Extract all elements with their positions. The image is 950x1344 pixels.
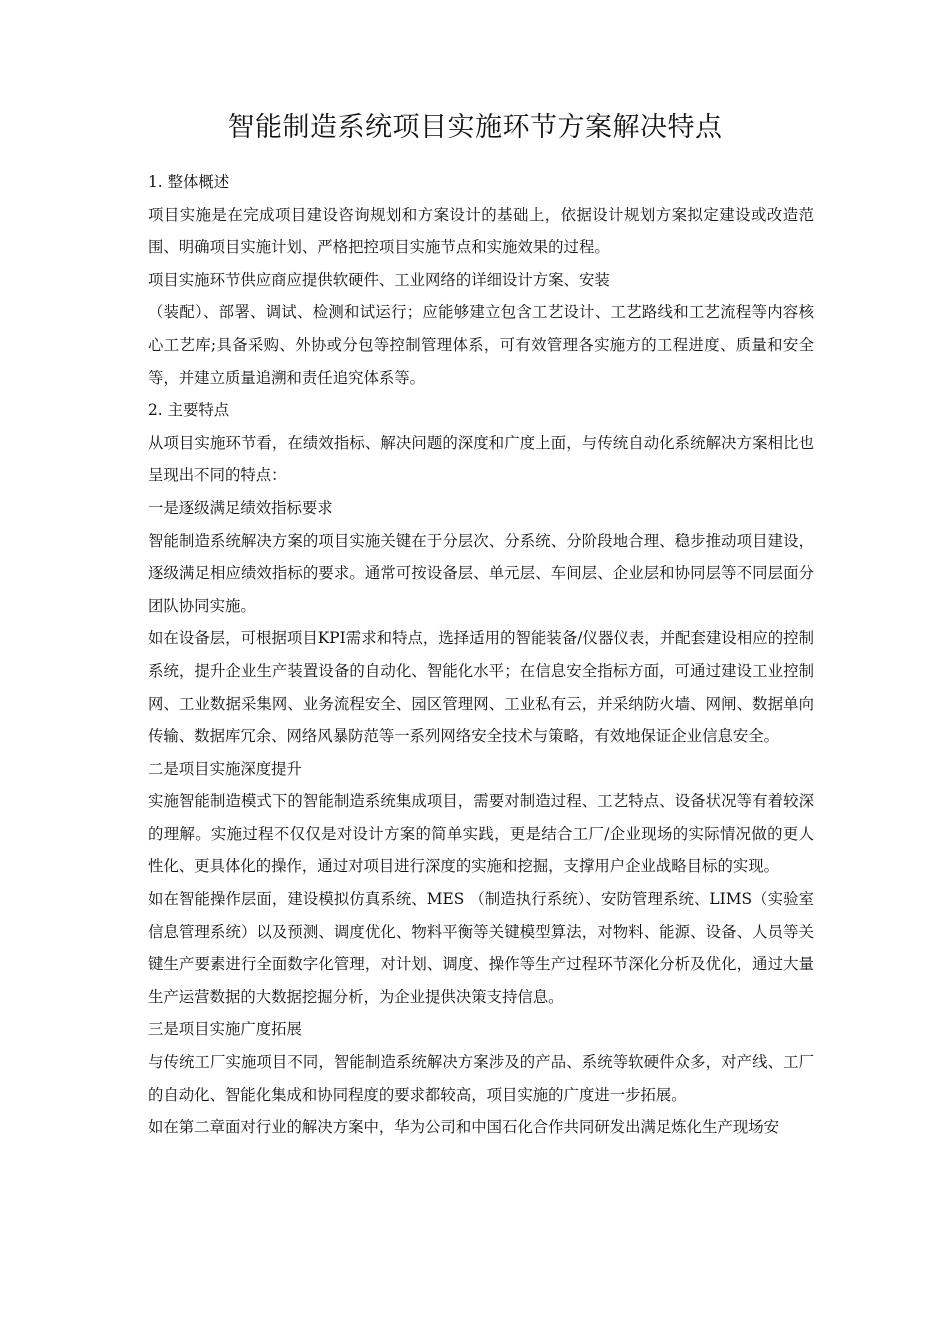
paragraph: 项目实施环节供应商应提供软硬件、工业网络的详细设计方案、安装 xyxy=(148,270,610,289)
subheading-breadth: 三是项目实施广度拓展 xyxy=(148,1020,302,1039)
section-heading-features: 2. 主要特点 xyxy=(148,401,230,420)
paragraph: 如在智能操作层面，建设模拟仿真系统、MES （制造执行系统）、安防管理系统、LIMS（实验室信息管理系统）以及预测、调度优化、物料平衡等关键模型算法，对物料、能源、设备、人员等关键生产要素进行全面数字化管理，对计划、调度、操作等生产过程环节深化分析及优化，通过大量生产运营数据的大数据挖掘分析，为企业提供决策支持信息。 xyxy=(148,890,814,1006)
paragraph: 项目实施是在完成项目建设咨询规划和方案设计的基础上，依据设计规划方案拟定建设或改造范围、明确项目实施计划、严格把控项目实施节点和实施效果的过程。 xyxy=(148,205,814,257)
paragraph: （装配）、部署、调试、检测和试运行；应能够建立包含工艺设计、工艺路线和工艺流程等内容核心工艺库;具备采购、外协或分包等控制管理体系，可有效管理各实施方的工程进度、质量和安全等，并建立质量追溯和责任追究体系等。 xyxy=(148,303,814,387)
paragraph: 与传统工厂实施项目不同，智能制造系统解决方案涉及的产品、系统等软硬件众多，对产线、工厂的自动化、智能化集成和协同程度的要求都较高，项目实施的广度进一步拓展。 xyxy=(148,1053,814,1104)
section-heading-overview: 1. 整体概述 xyxy=(148,173,230,191)
paragraph: 智能制造系统解决方案的项目实施关键在于分层次、分系统、分阶段地合理、稳步推动项目建设，逐级满足相应绩效指标的要求。通常可按设备层、单元层、车间层、企业层和协同层等不同层面分团队协同实施。 xyxy=(148,531,814,615)
document-title: 智能制造系统项目实施环节方案解决特点 xyxy=(227,112,723,143)
paragraph: 如在第二章面对行业的解决方案中，华为公司和中国石化合作共同研发出满足炼化生产现场安 xyxy=(148,1118,780,1137)
subheading-performance: 一是逐级满足绩效指标要求 xyxy=(148,498,333,517)
subheading-depth: 二是项目实施深度提升 xyxy=(148,759,302,778)
paragraph: 实施智能制造模式下的智能制造系统集成项目，需要对制造过程、工艺特点、设备状况等有着较深的理解。实施过程不仅仅是对设计方案的简单实践，更是结合工厂/企业现场的实际情况做的更人性化、更具体化的操作，通过对项目进行深度的实施和挖掘，支撑用户企业战略目标的实现。 xyxy=(148,792,814,876)
paragraph: 如在设备层，可根据项目KPI需求和特点，选择适用的智能装备/仪器仪表，并配套建设相应的控制系统，提升企业生产装置设备的自动化、智能化水平；在信息安全指标方面，可通过建设工业控制网、工业数据采集网、业务流程安全、园区管理网、工业私有云，并采纳防火墙、网闸、数据单向传输、数据库冗余、网络风暴防范等一系列网络安全技术与策略，有效地保证企业信息安全。 xyxy=(148,629,814,746)
document-body xyxy=(148,166,814,1144)
paragraph: 从项目实施环节看，在绩效指标、解决问题的深度和广度上面，与传统自动化系统解决方案相比也呈现出不同的特点： xyxy=(148,433,814,485)
